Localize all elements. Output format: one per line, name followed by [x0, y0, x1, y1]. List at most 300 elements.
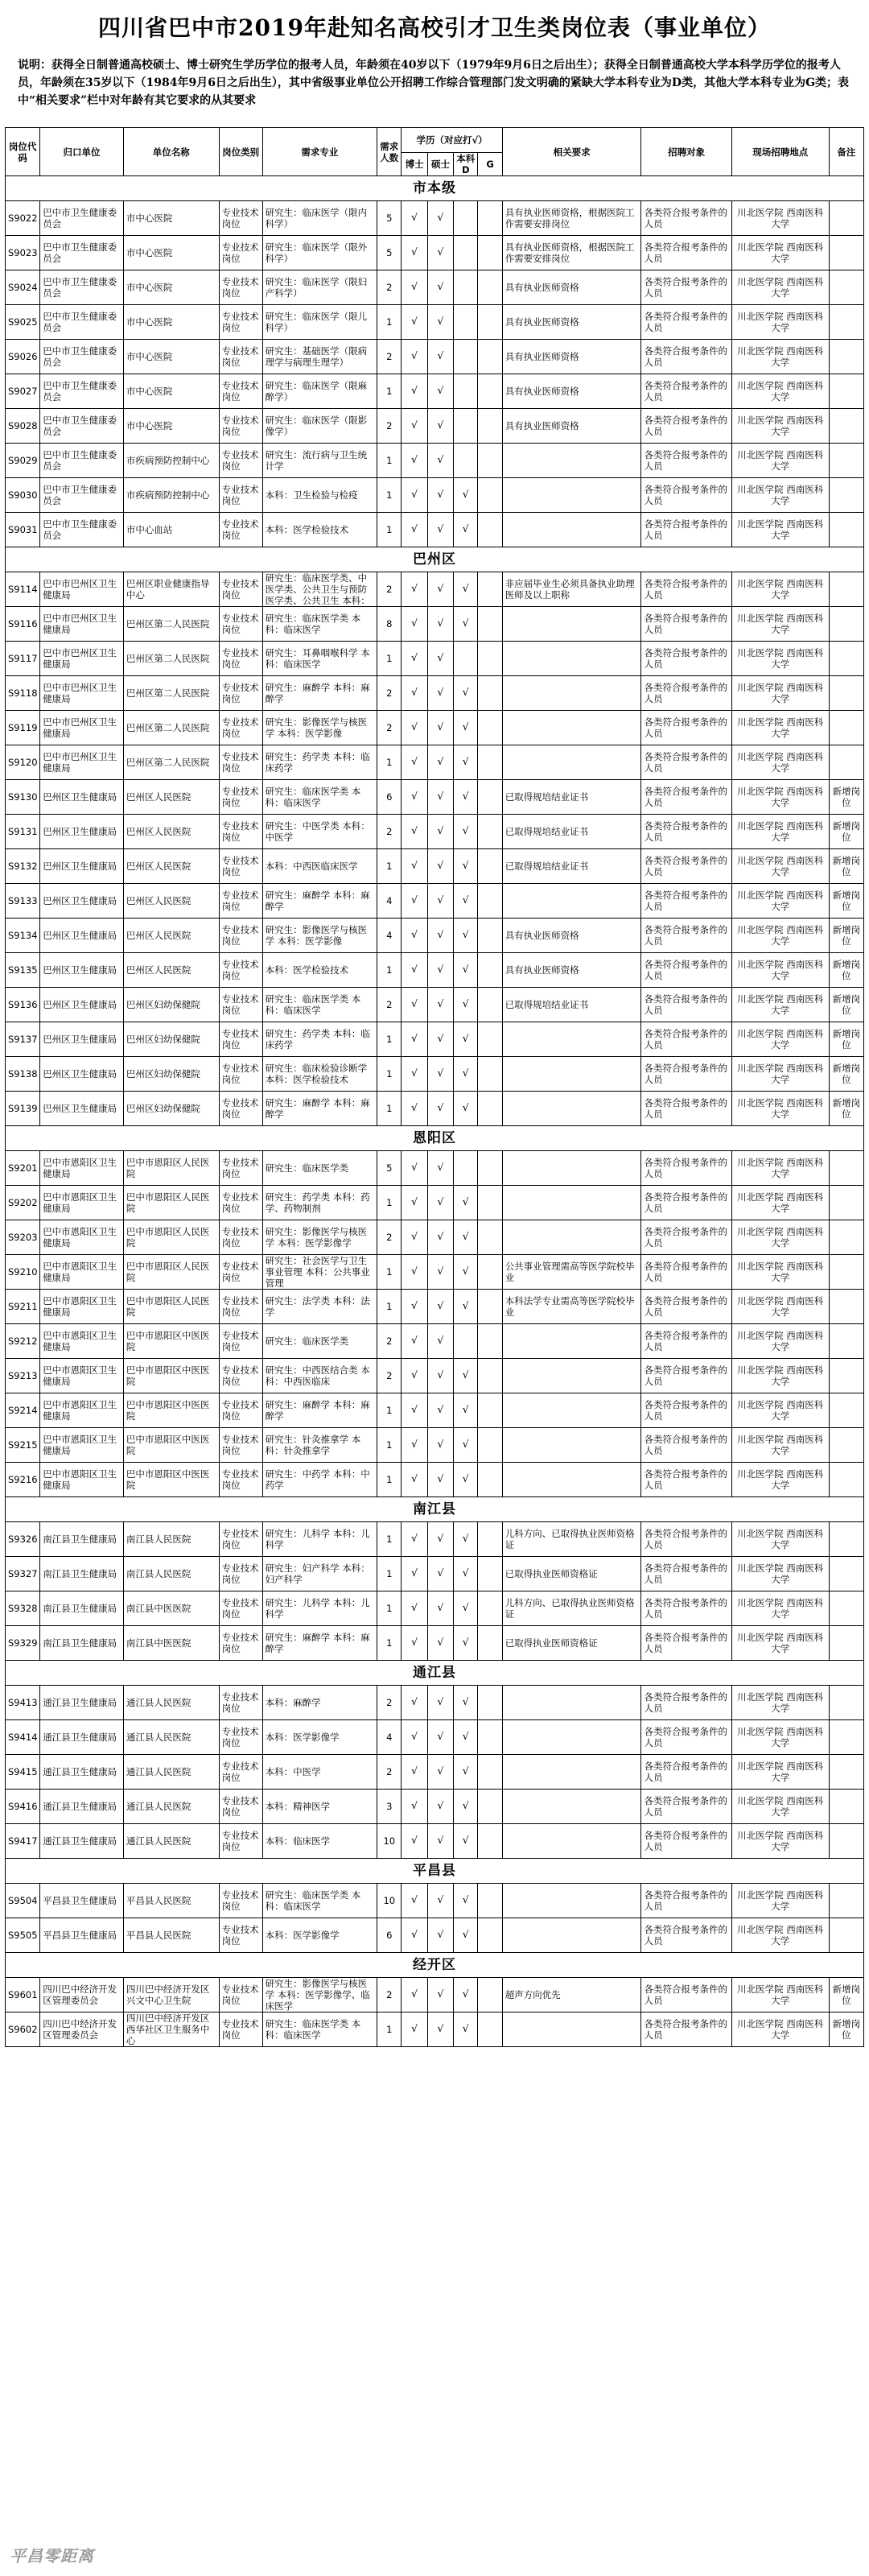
row-major-text: 研究生：影像医学与核医学 本科：医学影像: [265, 716, 368, 739]
row-site: [731, 1324, 829, 1359]
row-doctor: [402, 1884, 427, 1918]
row-site-text: 川北医学院 西南医科大学: [737, 647, 824, 670]
row-count: [377, 444, 402, 478]
jobs-table: [5, 127, 864, 2047]
row-requirements: [502, 1463, 641, 1497]
row-major: [262, 607, 377, 642]
row-code: [6, 1428, 40, 1463]
row-major-text: 研究生：临床医学类、中医学类、公共卫生与预防医学类、公共卫生 本科：: [265, 572, 370, 606]
row-type-text: 专业技术岗位: [221, 1261, 259, 1283]
row-unit: [123, 884, 219, 919]
row-org-text: 通江县卫生健康局: [43, 1801, 117, 1812]
row-site: [731, 1092, 829, 1126]
row-count-text: 2: [386, 420, 393, 431]
row-requirements-text: 具有执业医师资格: [505, 282, 579, 293]
row-code-text: S9210: [8, 1266, 38, 1278]
header-g: G: [478, 153, 502, 176]
row-type-text: 专业技术岗位: [221, 415, 259, 437]
table-row: [6, 1359, 864, 1393]
row-major-text: 研究生：麻醉学 本科：麻醉学: [265, 1399, 370, 1422]
row-master-text: √: [437, 1732, 444, 1743]
row-type: [219, 1220, 262, 1255]
row-bachelor-d-text: √: [462, 826, 469, 837]
row-target: [641, 780, 731, 815]
row-count: [377, 1918, 402, 1953]
row-unit: [123, 572, 219, 607]
row-type: [219, 849, 262, 884]
row-unit: [123, 374, 219, 409]
row-org: [40, 988, 124, 1022]
row-master-text: √: [437, 1335, 444, 1347]
row-code-text: S9024: [8, 282, 38, 293]
row-org-text: 巴中市恩阳区卫生健康局: [43, 1191, 117, 1214]
row-requirements: [502, 409, 641, 444]
table-row: [6, 513, 864, 547]
row-target: [641, 1626, 731, 1661]
row-major-text: 研究生：影像医学与核医学 本科：医学影像学、临床医学: [265, 1978, 370, 2012]
row-target: [641, 270, 731, 305]
row-master-text: √: [437, 1697, 444, 1708]
row-count-text: 1: [386, 1405, 393, 1416]
row-count-text: 1: [386, 964, 393, 976]
row-org-text: 通江县卫生健康局: [43, 1766, 117, 1777]
row-code-text: S9215: [8, 1439, 38, 1451]
row-requirements: [502, 1186, 641, 1220]
row-master: [427, 409, 453, 444]
row-code-text: S9118: [8, 687, 38, 699]
row-target-text: 各类符合报考条件的人员: [644, 1097, 727, 1120]
row-count-text: 5: [386, 1162, 393, 1174]
row-major-text: 研究生：影像医学与核医学 本科：医学影像学: [265, 1226, 368, 1249]
row-unit-text: 市疾病预防控制中心: [126, 489, 210, 501]
row-type: [219, 513, 262, 547]
row-doctor-text: √: [410, 213, 418, 224]
row-type-text: 专业技术岗位: [221, 1097, 259, 1120]
row-note: [829, 1359, 863, 1393]
row-bachelor-d: [454, 1790, 478, 1824]
row-target: [641, 1220, 731, 1255]
row-type: [219, 1092, 262, 1126]
row-master-text: √: [437, 1034, 444, 1045]
row-requirements-text: 已取得规培结业证书: [505, 861, 589, 872]
row-master: [427, 1626, 453, 1661]
row-type: [219, 1057, 262, 1092]
row-master: [427, 2013, 453, 2047]
row-site-text: 川北医学院 西南医科大学: [737, 380, 824, 402]
row-doctor-text: √: [410, 964, 418, 976]
row-unit: [123, 1591, 219, 1626]
row-major: [262, 374, 377, 409]
row-target-text: 各类符合报考条件的人员: [644, 1191, 727, 1214]
row-site: [731, 1359, 829, 1393]
row-master: [427, 1522, 453, 1557]
row-bachelor-d-text: √: [462, 1637, 469, 1649]
row-site-text: 川北医学院 西南医科大学: [737, 1597, 824, 1620]
row-type-text: 专业技术岗位: [221, 1889, 259, 1912]
row-target-text: 各类符合报考条件的人员: [644, 1399, 727, 1422]
row-unit: [123, 1790, 219, 1824]
row-major: [262, 919, 377, 953]
row-type: [219, 676, 262, 711]
row-org: [40, 340, 124, 374]
row-org-text: 巴中市恩阳区卫生健康局: [43, 1295, 117, 1318]
row-master: [427, 919, 453, 953]
row-target: [641, 849, 731, 884]
row-org: [40, 444, 124, 478]
row-requirements-text: 已取得规培结业证书: [505, 791, 589, 803]
row-site: [731, 201, 829, 236]
row-requirements: [502, 815, 641, 849]
row-bachelor-d: [454, 444, 478, 478]
row-major-text: 研究生：中西医结合类 本科：中西医临床: [265, 1364, 370, 1387]
row-site-text: 川北医学院 西南医科大学: [737, 613, 824, 635]
row-code: [6, 919, 40, 953]
row-major-text: 研究生：中医学类 本科：中医学: [265, 820, 370, 843]
row-major: [262, 711, 377, 745]
row-site-text: 川北医学院 西南医科大学: [737, 207, 824, 229]
row-site: [731, 1591, 829, 1626]
row-target-text: 各类符合报考条件的人员: [644, 1157, 727, 1179]
row-note-text: 新增岗位: [832, 924, 861, 947]
row-site-text: 川北医学院 西南医科大学: [737, 1226, 824, 1249]
row-count: [377, 1324, 402, 1359]
row-unit-text: 平昌县人民医院: [126, 1895, 192, 1906]
row-bachelor-g: [478, 478, 502, 513]
row-count: [377, 953, 402, 988]
table-body: [6, 176, 864, 2047]
row-major: [262, 1220, 377, 1255]
row-target: [641, 1057, 731, 1092]
row-major: [262, 1884, 377, 1918]
row-unit: [123, 849, 219, 884]
row-major: [262, 444, 377, 478]
row-doctor-text: √: [410, 687, 418, 699]
row-target-text: 各类符合报考条件的人员: [644, 1889, 727, 1912]
row-major: [262, 201, 377, 236]
section-header: [6, 176, 864, 201]
row-bachelor-d: [454, 1428, 478, 1463]
row-site: [731, 711, 829, 745]
row-master-text: √: [437, 826, 444, 837]
section-header: [6, 1859, 864, 1884]
row-target: [641, 305, 731, 340]
row-note: [829, 374, 863, 409]
row-code: [6, 1790, 40, 1824]
row-count: [377, 607, 402, 642]
section-header: [6, 1953, 864, 1978]
row-target-text: 各类符合报考条件的人员: [644, 1364, 727, 1387]
section-title: 平昌县: [6, 1859, 864, 1884]
row-org: [40, 201, 124, 236]
row-note: [829, 988, 863, 1022]
row-requirements: [502, 1824, 641, 1859]
row-master: [427, 1428, 453, 1463]
row-master-text: √: [437, 1439, 444, 1451]
header-type: 岗位类别: [219, 128, 262, 176]
table-row: [6, 849, 864, 884]
row-type-text: 专业技术岗位: [221, 449, 259, 472]
row-target: [641, 1918, 731, 1953]
header-target: 招聘对象: [641, 128, 731, 176]
row-bachelor-g: [478, 1790, 502, 1824]
watermark: 平昌零距离: [10, 2546, 94, 2566]
row-major: [262, 1755, 377, 1790]
section-title: 恩阳区: [6, 1126, 864, 1151]
row-site: [731, 815, 829, 849]
row-unit: [123, 513, 219, 547]
row-master: [427, 1884, 453, 1918]
row-unit: [123, 1557, 219, 1591]
row-org-text: 通江县卫生健康局: [43, 1697, 117, 1708]
row-type-text: 专业技术岗位: [221, 1434, 259, 1456]
row-master: [427, 1393, 453, 1428]
row-type: [219, 1591, 262, 1626]
row-target: [641, 642, 731, 676]
row-master-text: √: [437, 1568, 444, 1579]
row-master: [427, 953, 453, 988]
row-note: [829, 1393, 863, 1428]
row-note-text: 新增岗位: [832, 890, 861, 912]
row-type: [219, 1324, 262, 1359]
row-bachelor-d: [454, 849, 478, 884]
row-doctor-text: √: [410, 1895, 418, 1906]
row-code: [6, 374, 40, 409]
row-site: [731, 849, 829, 884]
table-row: [6, 1220, 864, 1255]
row-count-text: 10: [383, 1895, 396, 1906]
row-target-text: 各类符合报考条件的人员: [644, 1330, 727, 1352]
row-target: [641, 340, 731, 374]
row-bachelor-d: [454, 745, 478, 780]
row-master-text: √: [437, 1989, 444, 2000]
row-code-text: S9414: [8, 1732, 38, 1743]
row-type: [219, 1186, 262, 1220]
row-org-text: 巴中市卫生健康委员会: [43, 484, 117, 506]
row-bachelor-d: [454, 607, 478, 642]
row-master: [427, 642, 453, 676]
row-master: [427, 374, 453, 409]
row-site: [731, 953, 829, 988]
row-site: [731, 1151, 829, 1186]
row-type: [219, 1255, 262, 1290]
row-doctor: [402, 1626, 427, 1661]
row-bachelor-d: [454, 572, 478, 607]
row-unit: [123, 1151, 219, 1186]
row-site: [731, 1884, 829, 1918]
row-site-text: 川北医学院 西南医科大学: [737, 415, 824, 437]
row-unit-text: 巴州区人民医院: [126, 791, 192, 803]
row-doctor-text: √: [410, 455, 418, 466]
row-target-text: 各类符合报考条件的人员: [644, 716, 727, 739]
row-note: [829, 1626, 863, 1661]
section-header: [6, 1661, 864, 1686]
row-unit-text: 巴州区第二人民医院: [126, 618, 210, 630]
row-code: [6, 1755, 40, 1790]
row-site-text: 川北医学院 西南医科大学: [737, 786, 824, 808]
table-row: [6, 988, 864, 1022]
row-site-text: 川北医学院 西南医科大学: [737, 855, 824, 877]
row-count-text: 1: [386, 1568, 393, 1579]
row-bachelor-d: [454, 988, 478, 1022]
row-unit: [123, 201, 219, 236]
row-site-text: 川北医学院 西南医科大学: [737, 1830, 824, 1852]
row-count-text: 2: [386, 1335, 393, 1347]
row-note: [829, 1824, 863, 1859]
row-doctor-text: √: [410, 1068, 418, 1080]
row-master-text: √: [437, 930, 444, 941]
row-count: [377, 988, 402, 1022]
row-major: [262, 1186, 377, 1220]
row-note: [829, 201, 863, 236]
row-note-text: 新增岗位: [832, 855, 861, 877]
row-major-text: 研究生：临床医学类 本科：临床医学: [265, 2018, 361, 2041]
row-doctor-text: √: [410, 653, 418, 664]
row-unit-text: 巴中市恩阳区人民医院: [126, 1191, 210, 1214]
table-header: [6, 128, 864, 176]
row-master-text: √: [437, 1405, 444, 1416]
row-org-text: 巴中市卫生健康委员会: [43, 276, 117, 299]
section-header: [6, 547, 864, 572]
row-type: [219, 1463, 262, 1497]
row-bachelor-d: [454, 1393, 478, 1428]
row-doctor: [402, 607, 427, 642]
row-bachelor-d: [454, 1359, 478, 1393]
header-site: 现场招聘地点: [731, 128, 829, 176]
row-major-text: 研究生：临床医学（限儿科学）: [265, 311, 368, 333]
row-doctor: [402, 1255, 427, 1290]
row-org: [40, 642, 124, 676]
row-org: [40, 1359, 124, 1393]
row-code: [6, 1557, 40, 1591]
row-type: [219, 374, 262, 409]
row-note-text: 新增岗位: [832, 2018, 861, 2041]
row-count-text: 6: [386, 791, 393, 803]
row-code: [6, 1220, 40, 1255]
row-count-text: 2: [386, 1989, 393, 2000]
row-site-text: 川北医学院 西南医科大学: [737, 1261, 824, 1283]
table-row: [6, 305, 864, 340]
row-note: [829, 1884, 863, 1918]
row-major-text: 研究生：儿科学 本科：儿科学: [265, 1528, 370, 1550]
row-unit: [123, 1255, 219, 1290]
row-type-text: 专业技术岗位: [221, 1795, 259, 1818]
row-site: [731, 340, 829, 374]
row-major-text: 研究生：社会医学与卫生事业管理 本科：公共事业管理: [265, 1255, 370, 1289]
row-code: [6, 305, 40, 340]
row-org: [40, 1522, 124, 1557]
row-target: [641, 572, 731, 607]
row-code: [6, 1290, 40, 1324]
row-count: [377, 745, 402, 780]
row-note-text: 新增岗位: [832, 1028, 861, 1051]
row-note: [829, 444, 863, 478]
row-major: [262, 1393, 377, 1428]
row-doctor-text: √: [410, 1034, 418, 1045]
row-code-text: S9120: [8, 757, 38, 768]
row-bachelor-d: [454, 1463, 478, 1497]
row-type: [219, 236, 262, 270]
row-unit-text: 巴州区第二人民医院: [126, 757, 210, 768]
row-major-text: 研究生：麻醉学 本科：麻醉学: [265, 682, 370, 704]
row-site: [731, 1186, 829, 1220]
row-doctor-text: √: [410, 1697, 418, 1708]
row-site: [731, 1522, 829, 1557]
row-site: [731, 1393, 829, 1428]
row-master: [427, 711, 453, 745]
row-target: [641, 815, 731, 849]
row-requirements: [502, 745, 641, 780]
row-major-text: 研究生：临床医学（限内科学）: [265, 207, 368, 229]
row-major: [262, 1255, 377, 1290]
row-major: [262, 1463, 377, 1497]
row-doctor: [402, 1522, 427, 1557]
table-row: [6, 409, 864, 444]
row-note: [829, 711, 863, 745]
row-site-text: 川北医学院 西南医科大学: [737, 345, 824, 368]
row-type: [219, 953, 262, 988]
row-unit: [123, 1755, 219, 1790]
row-target: [641, 513, 731, 547]
row-bachelor-g: [478, 676, 502, 711]
row-target: [641, 1522, 731, 1557]
row-unit-text: 巴中市恩阳区人民医院: [126, 1261, 210, 1283]
row-org-text: 巴中市巴州区卫生健康局: [43, 751, 117, 774]
row-unit-text: 巴中市恩阳区中医医院: [126, 1330, 210, 1352]
table-row: [6, 1151, 864, 1186]
row-count: [377, 572, 402, 607]
row-master: [427, 236, 453, 270]
row-org: [40, 572, 124, 607]
row-type-text: 专业技术岗位: [221, 820, 259, 843]
row-target-text: 各类符合报考条件的人员: [644, 1830, 727, 1852]
row-org: [40, 1720, 124, 1755]
table-row: [6, 1393, 864, 1428]
row-org-text: 巴中市恩阳区卫生健康局: [43, 1330, 117, 1352]
row-major: [262, 1978, 377, 2013]
row-count-text: 2: [386, 351, 393, 362]
row-code: [6, 849, 40, 884]
row-bachelor-g: [478, 1591, 502, 1626]
row-type-text: 专业技术岗位: [221, 1691, 259, 1714]
row-doctor: [402, 1720, 427, 1755]
row-type-text: 专业技术岗位: [221, 682, 259, 704]
row-doctor: [402, 1022, 427, 1057]
row-requirements-text: 具有执业医师资格，根据医院工作需要安排岗位: [505, 242, 635, 264]
row-doctor: [402, 1092, 427, 1126]
row-doctor: [402, 270, 427, 305]
row-target: [641, 953, 731, 988]
row-doctor: [402, 1393, 427, 1428]
row-requirements: [502, 1918, 641, 1953]
row-bachelor-d-text: √: [462, 1197, 469, 1208]
row-unit-text: 市疾病预防控制中心: [126, 455, 210, 466]
row-org-text: 南江县卫生健康局: [43, 1603, 117, 1614]
row-bachelor-g: [478, 374, 502, 409]
row-count-text: 1: [386, 316, 393, 328]
row-count-text: 1: [386, 1266, 393, 1278]
row-target: [641, 1324, 731, 1359]
row-code-text: S9136: [8, 999, 38, 1010]
row-bachelor-d: [454, 1092, 478, 1126]
row-code-text: S9116: [8, 618, 38, 630]
table-row: [6, 815, 864, 849]
row-major: [262, 1686, 377, 1720]
row-type: [219, 305, 262, 340]
table-row: [6, 1626, 864, 1661]
row-bachelor-d: [454, 374, 478, 409]
row-note: [829, 1591, 863, 1626]
table-row: [6, 444, 864, 478]
